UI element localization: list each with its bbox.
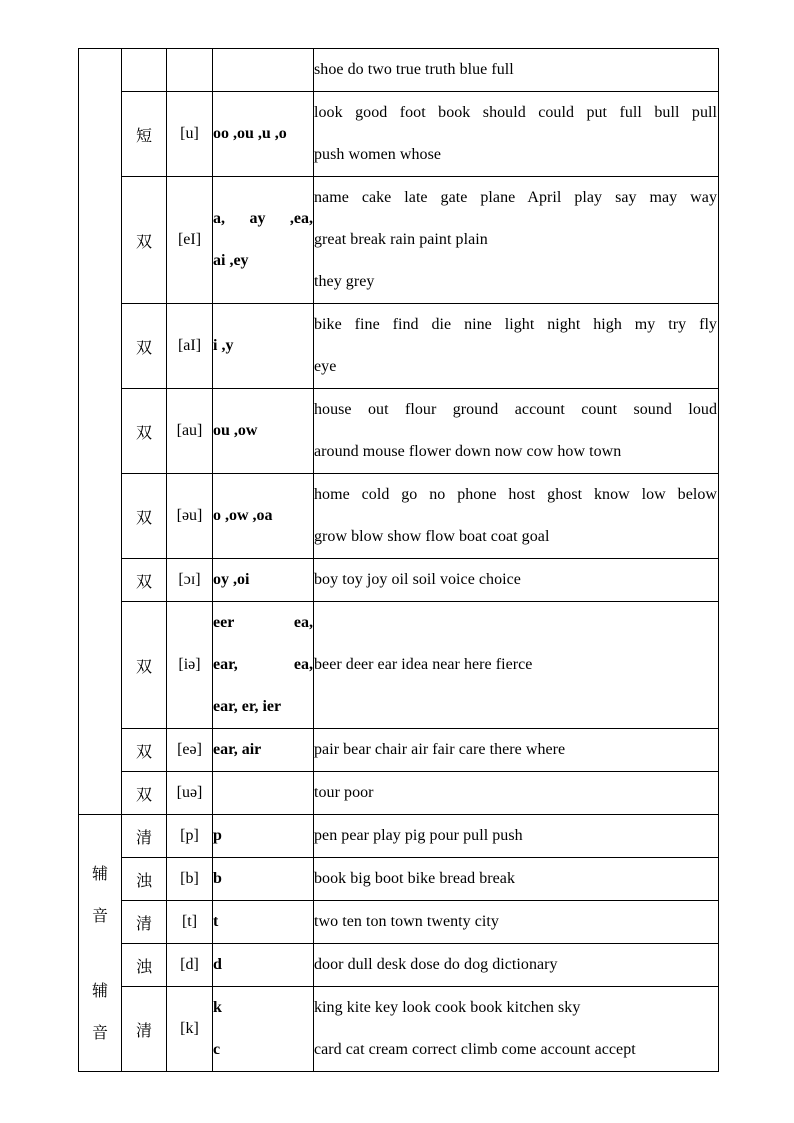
example-words-line: around mouse flower down now cow how town <box>314 443 622 460</box>
letter-combination-line: ear, ea, <box>213 656 313 673</box>
letter-combination-line: k <box>213 999 222 1016</box>
consonant-group-label: 辅 <box>91 981 108 1000</box>
phonetic-symbol-cell: [b] <box>167 858 213 901</box>
consonant-group-label: 辅 <box>91 864 108 883</box>
letter-combination-line: ear, er, ier <box>213 698 282 715</box>
example-words-cell <box>314 602 719 729</box>
phonetic-symbol-cell: [p] <box>167 815 213 858</box>
phonetic-symbol-cell: [iə] <box>167 602 213 729</box>
phonics-table <box>78 48 719 1072</box>
letter-combination-line: c <box>213 1041 221 1058</box>
table-row <box>79 815 719 858</box>
letter-combination-cell <box>213 304 314 389</box>
sound-type-cell: 双 <box>122 729 167 772</box>
example-words-line: pair bear chair air fair care there where <box>314 741 566 758</box>
table-row <box>79 49 719 92</box>
sound-type-cell: 浊 <box>122 944 167 987</box>
sound-type-cell: 双 <box>122 559 167 602</box>
letter-combination-cell <box>213 815 314 858</box>
example-words-cell <box>314 729 719 772</box>
table-row <box>79 944 719 987</box>
example-words-line: card cat cream correct climb come account accept <box>314 1041 636 1058</box>
letter-combination-line: oo ,ou ,u ,o <box>213 125 287 142</box>
letter-combination-line: eer ea, <box>213 614 313 631</box>
table-row <box>79 389 719 474</box>
consonant-group-label: 音 <box>91 906 108 925</box>
consonant-group-label: 音 <box>91 1023 108 1042</box>
example-words-cell <box>314 815 719 858</box>
consonant-group-cell <box>79 815 122 1072</box>
table-row <box>79 729 719 772</box>
phonetic-symbol-cell: [k] <box>167 987 213 1072</box>
example-words-cell <box>314 987 719 1072</box>
letter-combination-line: o ,ow ,oa <box>213 507 273 524</box>
example-words-line: boy toy joy oil soil voice choice <box>314 571 521 588</box>
phonetic-symbol-cell: [eə] <box>167 729 213 772</box>
example-words-cell <box>314 304 719 389</box>
phonetic-symbol-cell: [au] <box>167 389 213 474</box>
example-words-cell <box>314 92 719 177</box>
letter-combination-line: a, ay ,ea, <box>213 210 313 227</box>
phonics-table-body <box>79 49 719 1072</box>
table-row <box>79 858 719 901</box>
letter-combination-cell <box>213 772 314 815</box>
example-words-line: name cake late gate plane April play say may way <box>314 189 717 206</box>
phonetic-symbol-cell <box>167 49 213 92</box>
table-row <box>79 772 719 815</box>
example-words-line: two ten ton town twenty city <box>314 913 499 930</box>
phonetic-symbol-cell: [əu] <box>167 474 213 559</box>
table-row <box>79 901 719 944</box>
example-words-line: shoe do two true truth blue full <box>314 61 514 78</box>
example-words-line: house out flour ground account count sound loud <box>314 401 717 418</box>
example-words-line: king kite key look cook book kitchen sky <box>314 999 581 1016</box>
sound-type-cell: 浊 <box>122 858 167 901</box>
letter-combination-cell <box>213 729 314 772</box>
letter-combination-line: d <box>213 956 222 973</box>
sound-type-cell: 双 <box>122 304 167 389</box>
sound-type-cell: 双 <box>122 389 167 474</box>
letter-combination-cell <box>213 92 314 177</box>
sound-type-cell: 双 <box>122 772 167 815</box>
table-row <box>79 474 719 559</box>
letter-combination-cell <box>213 474 314 559</box>
letter-combination-cell <box>213 987 314 1072</box>
letter-combination-line: i ,y <box>213 337 234 354</box>
letter-combination-line: ou ,ow <box>213 422 258 439</box>
table-row <box>79 987 719 1072</box>
phonetic-symbol-cell: [ɔɪ] <box>167 559 213 602</box>
example-words-line: door dull desk dose do dog dictionary <box>314 956 558 973</box>
example-words-line: look good foot book should could put full bull pull <box>314 104 717 121</box>
example-words-cell <box>314 858 719 901</box>
letter-combination-cell <box>213 944 314 987</box>
phonetic-symbol-cell: [t] <box>167 901 213 944</box>
table-row <box>79 177 719 304</box>
table-row <box>79 92 719 177</box>
letter-combination-cell <box>213 858 314 901</box>
example-words-cell <box>314 49 719 92</box>
phonetic-symbol-cell: [eI] <box>167 177 213 304</box>
phonetic-symbol-cell: [aI] <box>167 304 213 389</box>
sound-type-cell: 双 <box>122 602 167 729</box>
sound-type-cell: 双 <box>122 474 167 559</box>
sound-type-cell: 清 <box>122 901 167 944</box>
letter-combination-line: t <box>213 913 219 930</box>
example-words-line: push women whose <box>314 146 442 163</box>
example-words-cell <box>314 474 719 559</box>
example-words-line: bike fine find die nine light night high my try fly <box>314 316 717 333</box>
phonetic-symbol-cell: [u] <box>167 92 213 177</box>
letter-combination-cell <box>213 177 314 304</box>
example-words-line: eye <box>314 358 337 375</box>
example-words-cell <box>314 559 719 602</box>
letter-combination-cell <box>213 901 314 944</box>
table-row <box>79 559 719 602</box>
sound-type-cell: 清 <box>122 815 167 858</box>
example-words-line: beer deer ear idea near here fierce <box>314 656 533 673</box>
sound-type-cell: 短 <box>122 92 167 177</box>
sound-type-cell <box>122 49 167 92</box>
letter-combination-cell <box>213 389 314 474</box>
example-words-line: grow blow show flow boat coat goal <box>314 528 550 545</box>
letter-combination-line: ear, air <box>213 741 262 758</box>
example-words-line: home cold go no phone host ghost know low below <box>314 486 717 503</box>
example-words-line: book big boot bike bread break <box>314 870 515 887</box>
example-words-line: tour poor <box>314 784 374 801</box>
letter-combination-cell <box>213 602 314 729</box>
letter-combination-line: ai ,ey <box>213 252 249 269</box>
letter-combination-cell <box>213 49 314 92</box>
sound-type-cell: 双 <box>122 177 167 304</box>
sound-type-cell: 清 <box>122 987 167 1072</box>
example-words-cell <box>314 901 719 944</box>
example-words-line: they grey <box>314 273 375 290</box>
example-words-cell <box>314 944 719 987</box>
table-row <box>79 602 719 729</box>
letter-combination-cell <box>213 559 314 602</box>
letter-combination-line: oy ,oi <box>213 571 250 588</box>
example-words-cell <box>314 177 719 304</box>
letter-combination-line: p <box>213 827 222 844</box>
example-words-cell <box>314 772 719 815</box>
table-row <box>79 304 719 389</box>
letter-combination-line: b <box>213 870 222 887</box>
example-words-cell <box>314 389 719 474</box>
example-words-line: great break rain paint plain <box>314 231 488 248</box>
example-words-line: pen pear play pig pour pull push <box>314 827 523 844</box>
phonetic-symbol-cell: [uə] <box>167 772 213 815</box>
phonetic-symbol-cell: [d] <box>167 944 213 987</box>
vowel-group-cell <box>79 49 122 815</box>
